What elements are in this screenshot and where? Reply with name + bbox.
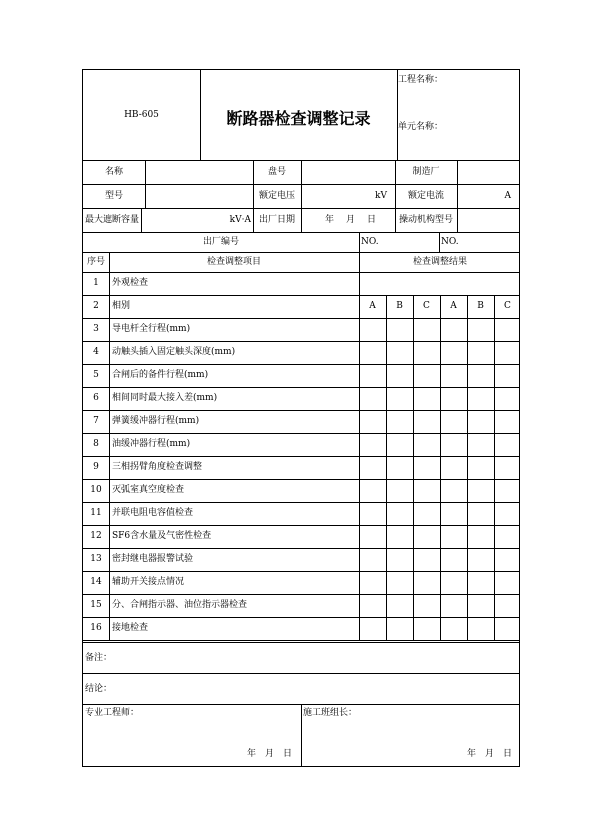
result-header: 检查调整结果 (412, 257, 467, 267)
item-header: 检查调整项目 (206, 257, 261, 267)
grid-line (386, 295, 387, 640)
manufacturer-label: 制造厂 (412, 167, 440, 177)
unit-name-label: 单元名称： (398, 122, 444, 132)
row-item: 动触头插入固定触头深度(mm) (112, 347, 236, 357)
remarks-label: 备注： (85, 653, 113, 663)
engineer-label: 专业工程师： (85, 708, 140, 718)
row-number: 3 (93, 324, 99, 334)
grid-line (83, 525, 519, 526)
row-number: 1 (93, 278, 99, 288)
row-number: 5 (93, 370, 99, 380)
phase-label: C (423, 301, 430, 311)
row-item: 辅助开关接点情况 (112, 577, 185, 587)
grid-line (83, 387, 519, 388)
grid-line (83, 341, 519, 342)
phase-label: A (450, 301, 457, 311)
row-number: 4 (93, 347, 99, 357)
row-number: 7 (93, 416, 99, 426)
team-leader-label: 施工班组长： (303, 708, 358, 718)
grid-line (494, 295, 495, 640)
project-name-label: 工程名称： (398, 75, 444, 85)
panel-label: 盘号 (267, 167, 286, 177)
mechanism-label: 操动机构型号 (398, 215, 453, 225)
row-item: 合闸后的备件行程(mm) (112, 370, 209, 380)
grid-line (83, 548, 519, 549)
grid-line (467, 295, 468, 640)
row-item: SF6含水量及气密性检查 (112, 531, 212, 541)
model-label: 型号 (104, 191, 123, 201)
serial-no-2: NO. (441, 237, 459, 247)
row-number: 2 (93, 301, 99, 311)
record-form (82, 69, 520, 767)
row-number: 15 (90, 600, 102, 610)
form-title: 断路器检查调整记录 (226, 109, 371, 128)
grid-line (440, 295, 441, 640)
grid-line (83, 410, 519, 411)
grid-line (83, 272, 519, 273)
current-unit: A (504, 191, 511, 201)
row-item: 三相拐臂角度检查调整 (112, 462, 203, 472)
row-item: 外观检查 (112, 278, 149, 288)
leader-sign-date: 年 月 日 (467, 749, 513, 759)
row-number: 8 (93, 439, 99, 449)
date-year: 年 (325, 215, 335, 225)
rated-voltage-label: 额定电压 (258, 191, 295, 201)
row-number: 10 (90, 485, 102, 495)
row-number: 13 (90, 554, 102, 564)
row-item: 相间同时最大接入差(mm) (112, 393, 218, 403)
grid-line (83, 295, 519, 296)
phase-label: A (369, 301, 376, 311)
capacity-unit: kV·A (229, 215, 251, 225)
rated-current-label: 额定电流 (407, 191, 444, 201)
row-item: 接地检查 (112, 623, 149, 633)
row-item: 分、合闸指示器、油位指示器检查 (112, 600, 248, 610)
phase-label: C (504, 301, 511, 311)
row-number: 6 (93, 393, 99, 403)
row-number: 14 (90, 577, 102, 587)
form-code: HB-605 (124, 110, 159, 120)
engineer-sign-date: 年 月 日 (247, 749, 293, 759)
grid-line (83, 318, 519, 319)
grid-line (83, 364, 519, 365)
grid-line (83, 479, 519, 480)
grid-line (109, 252, 110, 640)
grid-line (83, 232, 519, 233)
conclusion-label: 结论： (85, 684, 113, 694)
date-label: 出厂日期 (258, 215, 295, 225)
grid-line (145, 160, 146, 208)
serial-label: 出厂编号 (202, 237, 239, 247)
grid-line (83, 456, 519, 457)
grid-line (301, 704, 302, 766)
voltage-unit: kV (375, 191, 387, 201)
row-item: 并联电阻电容值检查 (112, 508, 194, 518)
serial-no-1: NO. (361, 237, 379, 247)
grid-line (413, 295, 414, 640)
grid-line (83, 673, 519, 674)
phase-label: B (396, 301, 403, 311)
grid-line (83, 642, 519, 643)
grid-line (83, 594, 519, 595)
grid-line (83, 433, 519, 434)
grid-line (439, 232, 440, 252)
seq-header: 序号 (86, 257, 105, 267)
grid-line (359, 232, 360, 252)
date-day: 日 (367, 215, 377, 225)
grid-line (83, 502, 519, 503)
grid-line (83, 640, 519, 641)
row-number: 12 (90, 531, 102, 541)
name-label: 名称 (104, 167, 123, 177)
row-item: 弹簧缓冲器行程(mm) (112, 416, 200, 426)
phase-label: B (477, 301, 484, 311)
date-month: 月 (346, 215, 356, 225)
row-item: 油缓冲器行程(mm) (112, 439, 191, 449)
breaking-capacity-label: 最大遮断容量 (84, 215, 139, 225)
row-number: 11 (90, 508, 102, 518)
row-item: 灭弧室真空度检查 (112, 485, 185, 495)
grid-line (83, 571, 519, 572)
row-item: 导电杆全行程(mm) (112, 324, 191, 334)
row-number: 16 (90, 623, 102, 633)
row-number: 9 (93, 462, 99, 472)
grid-line (83, 617, 519, 618)
row-item: 密封继电器报警试验 (112, 554, 194, 564)
row-item: 相别 (112, 301, 131, 311)
grid-line (83, 252, 519, 253)
